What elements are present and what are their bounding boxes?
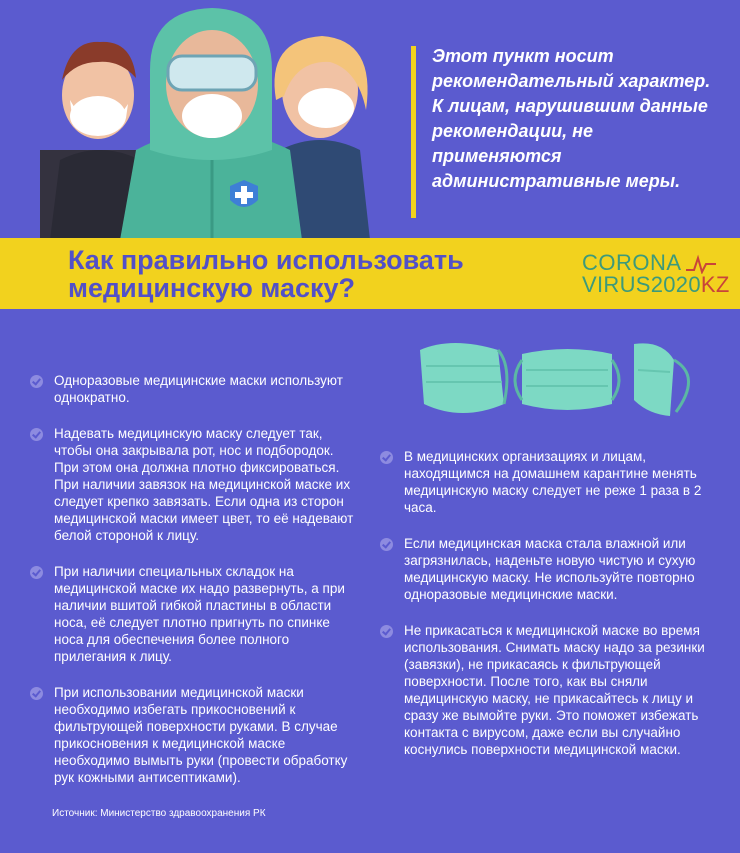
people-in-masks-illustration [40,0,380,240]
list-item: Если медицинская маска стала влажной или загрязнилась, наденьте новую чистую и сухую медицинскую маску. Не используйте повторно одноразовые медицинские маски. [378,535,708,603]
note-accent-bar [411,46,416,218]
right-recommendations-list [378,448,708,777]
logo-virus2020kz [582,274,730,296]
recommendation-note: Этот пункт носит рекомендательный характер. К лицам, нарушившим данные рекомендации, не применяются административные меры. [432,46,711,191]
list-item: При наличии специальных складок на медицинской маске их надо развернуть, а при наличии вшитой гибкой пластины в области носа, её следует плотно пригнуть по спинке носа для обеспечения более полного прилегания к лицу. [28,563,354,665]
logo-kz: KZ [700,272,730,297]
check-circle-icon [380,625,393,638]
page-title-line2: медицинскую маску? [68,273,356,303]
check-circle-icon [30,687,43,700]
check-circle-icon [30,375,43,388]
check-circle-icon [30,428,43,441]
check-circle-icon [30,566,43,579]
list-item: Надевать медицинскую маску следует так, чтобы она закрывала рот, нос и подбородок. При этом она должна плотно фиксироваться. При наличии завязок на медицинской маске их следует крепко завязать. Если одна из сторон медицинской маски имеет цвет, то её надевают белой стороной к лицу. [28,425,354,544]
list-item: В медицинских организациях и лицам, находящимся на домашнем карантине менять медицинскую маску следует не реже 1 раза в 2 часа. [378,448,708,516]
pulse-line-icon [686,254,716,274]
check-circle-icon [380,451,393,464]
medical-masks-illustration [412,330,702,430]
coronavirus-kz-logo [582,252,732,298]
list-item: Не прикасаться к медицинской маске во время использования. Снимать маску надо за резинки (завязки), не прикасаясь к фильтрующей поверхности. После того, как вы сняли медицинскую маску, не прикасайтесь к лицу и сразу же вымойте руки. Это поможет избежать контакта с вирусом, даже если вы случайно коснулись поверхности медицинской маски. [378,622,708,758]
logo-virus2020: VIRUS2020 [582,272,701,297]
check-circle-icon [380,538,393,551]
list-item: Одноразовые медицинские маски используют однократно. [28,372,354,406]
left-recommendations-list [28,372,354,805]
page-title [68,246,528,302]
source-note: Источник: Министерство здравоохранения РК [52,808,266,819]
list-item: При использовании медицинской маски необходимо избегать прикосновений к фильтрующей поверхности руками. В случае прикосновения к медицинской маске необходимо вымыть руки (провести обработку рук кожными антисептиками). [28,684,354,786]
logo-corona: CORONA [582,250,682,275]
page-title-line1: Как правильно использовать [68,245,464,275]
